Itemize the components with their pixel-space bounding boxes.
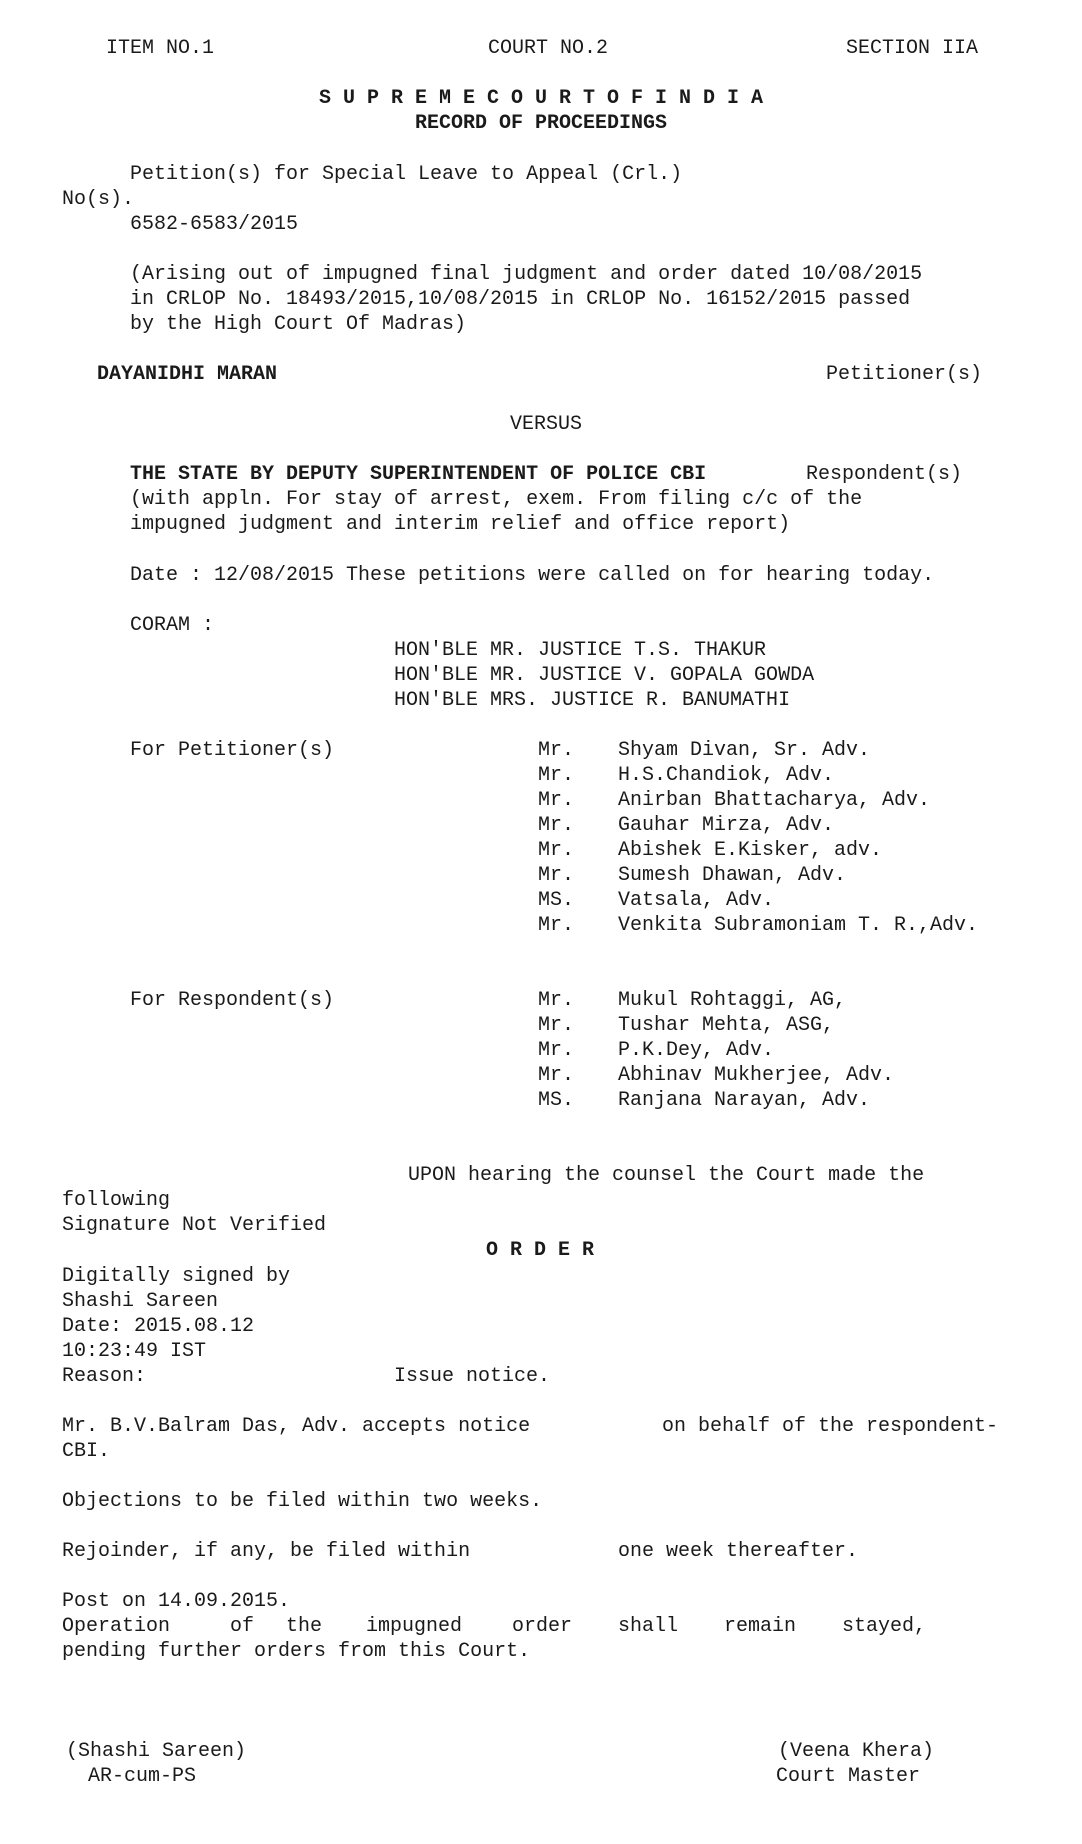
operation-word: shall bbox=[618, 1615, 679, 1638]
counsel-name: Anirban Bhattacharya, Adv. bbox=[618, 789, 931, 812]
counsel-name: H.S.Chandiok, Adv. bbox=[618, 764, 835, 787]
rejoinder-period: one week thereafter. bbox=[618, 1540, 859, 1563]
counsel-name: P.K.Dey, Adv. bbox=[618, 1039, 775, 1062]
petition-line: Petition(s) for Special Leave to Appeal (Crl.) bbox=[130, 163, 683, 186]
following-word: following bbox=[62, 1189, 171, 1212]
counsel-title: Mr. bbox=[538, 914, 575, 937]
accepts-notice-cbi: CBI. bbox=[62, 1440, 111, 1463]
counsel-title: Mr. bbox=[538, 739, 575, 762]
operation-word: order bbox=[512, 1615, 573, 1638]
counsel-title: Mr. bbox=[538, 1064, 575, 1087]
counsel-name: Tushar Mehta, ASG, bbox=[618, 1014, 835, 1037]
operation-word: Operation bbox=[62, 1615, 171, 1638]
coram-label: CORAM : bbox=[130, 614, 215, 637]
left-signatory-name: (Shashi Sareen) bbox=[66, 1740, 247, 1763]
pending-orders-line: pending further orders from this Court. bbox=[62, 1640, 531, 1663]
judge-name: HON'BLE MR. JUSTICE V. GOPALA GOWDA bbox=[394, 664, 815, 687]
court-title: S U P R E M E C O U R T O F I N D I A bbox=[318, 87, 764, 110]
operation-word: stayed, bbox=[842, 1615, 927, 1638]
counsel-name: Venkita Subramoniam T. R.,Adv. bbox=[618, 914, 979, 937]
counsel-title: Mr. bbox=[538, 789, 575, 812]
counsel-name: Abhinav Mukherjee, Adv. bbox=[618, 1064, 895, 1087]
counsel-title: MS. bbox=[538, 1089, 575, 1112]
signature-date: Date: 2015.08.12 bbox=[62, 1315, 255, 1338]
accepts-notice-behalf: on behalf of the respondent- bbox=[662, 1415, 999, 1438]
counsel-name: Sumesh Dhawan, Adv. bbox=[618, 864, 847, 887]
record-subtitle: RECORD OF PROCEEDINGS bbox=[414, 112, 668, 135]
judge-name: HON'BLE MR. JUSTICE T.S. THAKUR bbox=[394, 639, 767, 662]
respondent-label: Respondent(s) bbox=[806, 463, 963, 486]
objections-line: Objections to be filed within two weeks. bbox=[62, 1490, 543, 1513]
petitioner-label: Petitioner(s) bbox=[826, 363, 983, 386]
counsel-title: Mr. bbox=[538, 764, 575, 787]
issue-notice: Issue notice. bbox=[394, 1365, 551, 1388]
judge-name: HON'BLE MRS. JUSTICE R. BANUMATHI bbox=[394, 689, 791, 712]
arising-line: (Arising out of impugned final judgment and order dated 10/08/2015 bbox=[130, 263, 923, 286]
counsel-name: Mukul Rohtaggi, AG, bbox=[618, 989, 847, 1012]
operation-word: remain bbox=[724, 1615, 797, 1638]
post-on-line: Post on 14.09.2015. bbox=[62, 1590, 291, 1613]
counsel-title: Mr. bbox=[538, 814, 575, 837]
rejoinder-line: Rejoinder, if any, be filed within bbox=[62, 1540, 471, 1563]
signature-time: 10:23:49 IST bbox=[62, 1340, 207, 1363]
item-number: ITEM NO.1 bbox=[106, 37, 215, 60]
counsel-title: Mr. bbox=[538, 1014, 575, 1037]
counsel-title: Mr. bbox=[538, 864, 575, 887]
petitioner-counsel-label: For Petitioner(s) bbox=[130, 739, 335, 762]
signature-reason-label: Reason: bbox=[62, 1365, 147, 1388]
application-line: impugned judgment and interim relief and office report) bbox=[130, 513, 791, 536]
counsel-name: Vatsala, Adv. bbox=[618, 889, 775, 912]
petition-nos-label: No(s). bbox=[62, 188, 135, 211]
petition-number: 6582-6583/2015 bbox=[130, 213, 299, 236]
section-label: SECTION IIA bbox=[846, 37, 979, 60]
arising-line: by the High Court Of Madras) bbox=[130, 313, 467, 336]
respondent-counsel-label: For Respondent(s) bbox=[130, 989, 335, 1012]
upon-hearing-line: UPON hearing the counsel the Court made the bbox=[408, 1164, 925, 1187]
operation-word: the bbox=[286, 1615, 323, 1638]
counsel-title: MS. bbox=[538, 889, 575, 912]
operation-word: of bbox=[230, 1615, 255, 1638]
counsel-title: Mr. bbox=[538, 1039, 575, 1062]
hearing-date: Date : 12/08/2015 These petitions were called on for hearing today. bbox=[130, 564, 935, 587]
counsel-name: Shyam Divan, Sr. Adv. bbox=[618, 739, 871, 762]
court-number: COURT NO.2 bbox=[488, 37, 609, 60]
right-signatory-title: Court Master bbox=[776, 1765, 921, 1788]
order-heading: O R D E R bbox=[486, 1239, 595, 1262]
counsel-name: Ranjana Narayan, Adv. bbox=[618, 1089, 871, 1112]
signature-status: Signature Not Verified bbox=[62, 1214, 327, 1237]
signer-name: Shashi Sareen bbox=[62, 1290, 219, 1313]
petitioner-name: DAYANIDHI MARAN bbox=[97, 363, 278, 386]
counsel-name: Abishek E.Kisker, adv. bbox=[618, 839, 883, 862]
arising-line: in CRLOP No. 18493/2015,10/08/2015 in CRLOP No. 16152/2015 passed bbox=[130, 288, 911, 311]
operation-word: impugned bbox=[366, 1615, 463, 1638]
counsel-title: Mr. bbox=[538, 989, 575, 1012]
counsel-name: Gauhar Mirza, Adv. bbox=[618, 814, 835, 837]
accepts-notice-text: Mr. B.V.Balram Das, Adv. accepts notice bbox=[62, 1415, 531, 1438]
application-line: (with appln. For stay of arrest, exem. From filing c/c of the bbox=[130, 488, 863, 511]
right-signatory-name: (Veena Khera) bbox=[778, 1740, 935, 1763]
left-signatory-title: AR-cum-PS bbox=[88, 1765, 197, 1788]
counsel-title: Mr. bbox=[538, 839, 575, 862]
versus-label: VERSUS bbox=[510, 413, 583, 436]
digitally-signed-label: Digitally signed by bbox=[62, 1265, 291, 1288]
respondent-name: THE STATE BY DEPUTY SUPERINTENDENT OF POLICE CBI bbox=[130, 463, 707, 486]
